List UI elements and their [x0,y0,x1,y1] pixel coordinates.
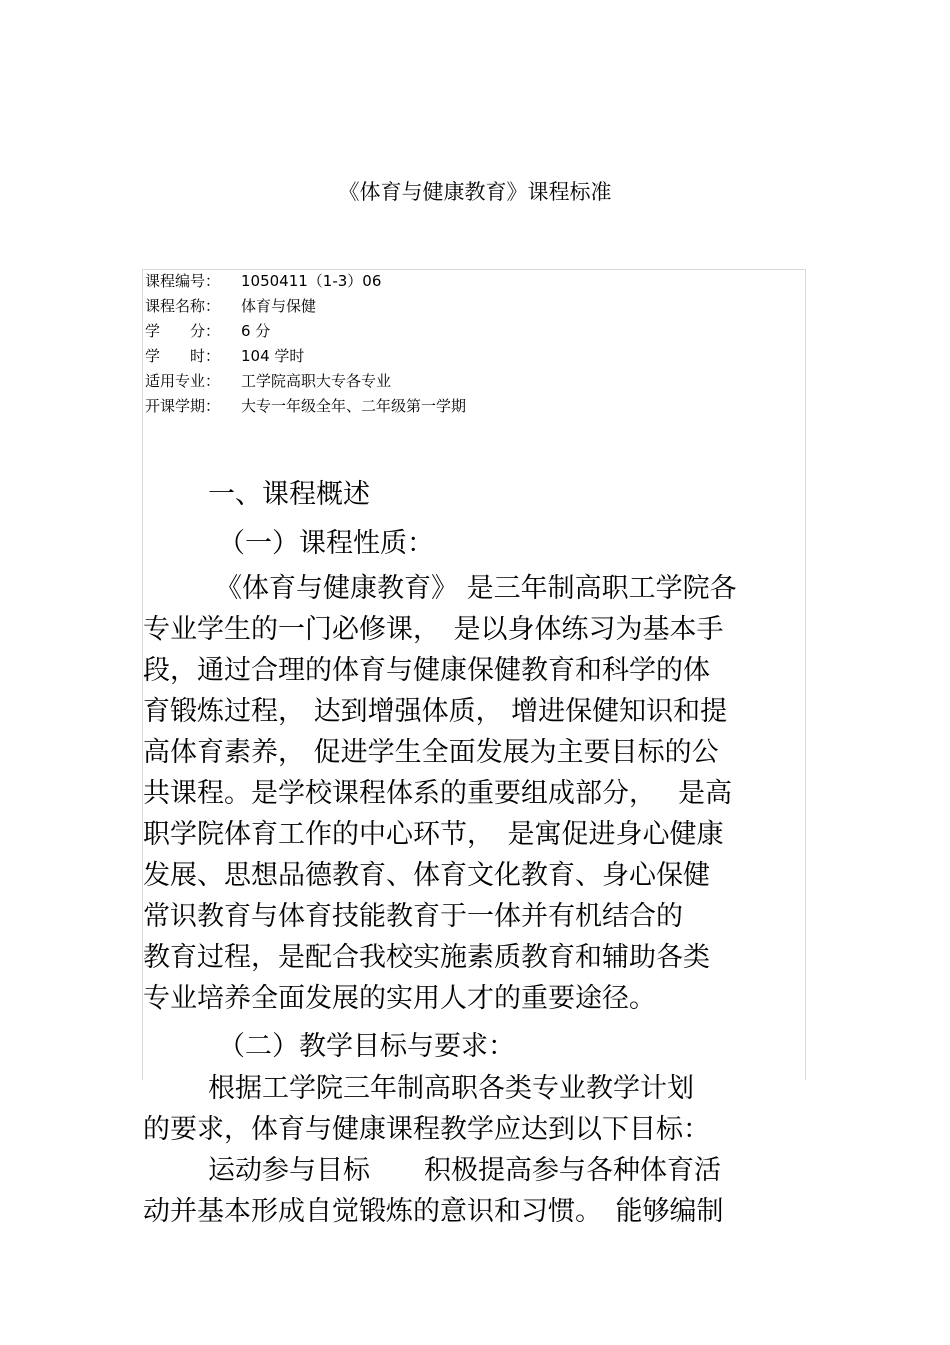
course-name-label: 课程名称： [145,297,221,315]
major-value: 工学院高职大专各专业 [241,372,392,390]
paragraph-line: 高体育素养， 促进学生全面发展为主要目标的公 [143,737,719,768]
course-info-row [145,369,466,394]
section-heading: 一、课程概述 [208,479,370,510]
subsection-heading: （一）课程性质： [218,528,434,559]
paragraph-line: 常识教育与体育技能教育于一体并有机结合的 [143,901,683,932]
course-info-row [145,394,466,419]
paragraph-line: 《体育与健康教育》 是三年制高职工学院各 [215,573,737,604]
hours-label: 学 时： [145,347,221,365]
document-title: 《体育与健康教育》课程标准 [338,180,612,204]
paragraph-line: 职学院体育工作的中心环节， 是寓促进身心健康 [143,819,724,850]
course-code-value: 1050411（1-3）06 [241,272,382,290]
paragraph-line: 根据工学院三年制高职各类专业教学计划 [208,1073,694,1104]
paragraph-line: 发展、思想品德教育、体育文化教育、身心保健 [143,860,710,891]
teaching-goals-paragraph [143,1068,808,1232]
paragraph-line: 段，通过合理的体育与健康保健教育和科学的体 [143,655,710,686]
paragraph-line: 教育过程，是配合我校实施素质教育和辅助各类 [143,942,710,973]
course-info-row [145,319,466,344]
course-info-row [145,344,466,369]
course-name-value: 体育与保健 [241,297,317,315]
semester-label: 开课学期： [145,397,221,415]
credits-label: 学 分： [145,322,221,340]
course-code-label: 课程编号： [145,272,221,290]
course-nature-paragraph [143,568,808,1019]
subsection-heading: （二）教学目标与要求： [218,1031,515,1062]
paragraph-line: 共课程。是学校课程体系的重要组成部分， 是高 [143,778,733,809]
course-info-block [145,269,466,419]
paragraph-line: 运动参与目标 积极提高参与各种体育活 [208,1155,721,1186]
course-info-row [145,294,466,319]
hours-value: 104 学时 [241,347,305,365]
paragraph-line: 育锻炼过程， 达到增强体质， 增进保健知识和提 [143,696,728,727]
semester-value: 大专一年级全年、二年级第一学期 [241,397,467,415]
major-label: 适用专业： [145,372,221,390]
paragraph-line: 动并基本形成自觉锻炼的意识和习惯。 能够编制 [143,1196,724,1227]
paragraph-line: 专业学生的一门必修课， 是以身体练习为基本手 [143,614,724,645]
paragraph-line: 专业培养全面发展的实用人才的重要途径。 [143,983,656,1014]
course-info-row [145,269,466,294]
paragraph-line: 的要求，体育与健康课程教学应达到以下目标： [143,1114,710,1145]
credits-value: 6 分 [241,322,271,340]
